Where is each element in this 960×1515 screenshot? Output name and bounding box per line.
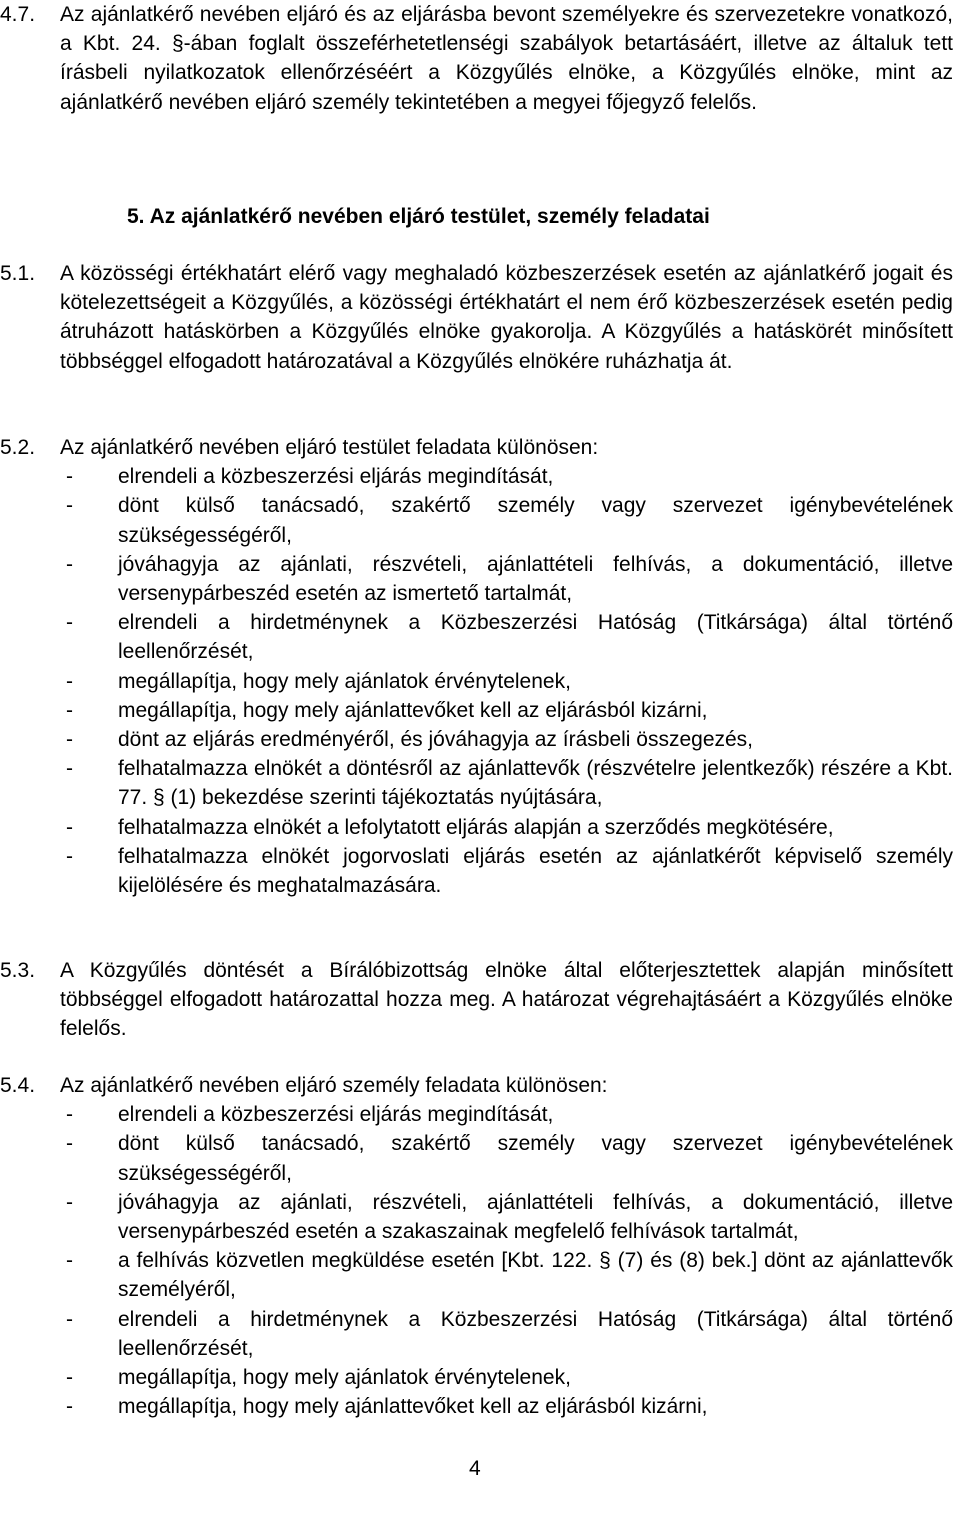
- page-number: 4: [469, 1457, 481, 1480]
- list-item-text: elrendeli a közbeszerzési eljárás megindítását,: [118, 465, 554, 489]
- dash-bullet: -: [66, 1190, 73, 1214]
- list-item-text: megállapítja, hogy mely ajánlatok érvénytelenek,: [118, 669, 571, 693]
- dash-bullet: -: [66, 1395, 73, 1419]
- task-list-person: [60, 1100, 953, 1421]
- paragraph-number: 4.7.: [0, 3, 36, 26]
- list-item-text: megállapítja, hogy mely ajánlattevőket kell az eljárásból kizárni,: [118, 1395, 708, 1419]
- list-item-text: dönt külső tanácsadó, szakértő személy vagy szervezet igénybevételének szükségességéről,: [118, 494, 953, 547]
- list-item: [60, 1129, 953, 1187]
- list-item: [60, 1188, 953, 1246]
- dash-bullet: -: [66, 844, 73, 868]
- paragraph-4-7: [0, 0, 953, 117]
- list-item-text: felhatalmazza elnökét a lefolytatott eljárás alapján a szerződés megkötésére,: [118, 815, 834, 839]
- list-item: [60, 813, 953, 842]
- dash-bullet: -: [66, 1366, 73, 1390]
- list-item-text: elrendeli a hirdetménynek a Közbeszerzési Hatóság (Titkársága) által történő leellenőrzését,: [118, 1307, 953, 1360]
- paragraph-number: 5.2.: [0, 436, 36, 459]
- dash-bullet: -: [66, 1132, 73, 1156]
- dash-bullet: -: [66, 465, 73, 489]
- list-item: [60, 608, 953, 666]
- list-item: [60, 725, 953, 754]
- list-item: [60, 491, 953, 549]
- list-item-text: felhatalmazza elnökét a döntésről az ajánlattevők (részvételre jelentkezők) részére a Kbt. 77. § (1) bekezdése szerinti tájékoztatás nyújtására,: [118, 757, 953, 810]
- list-item: [60, 1392, 953, 1421]
- list-item: [60, 696, 953, 725]
- list-item: [60, 1305, 953, 1363]
- paragraph-5-4-intro: [0, 1071, 953, 1100]
- list-item: [60, 1363, 953, 1392]
- section-heading: 5. Az ajánlatkérő nevében eljáró testület, személy feladatai: [127, 205, 710, 228]
- paragraph-number: 5.1.: [0, 262, 36, 285]
- paragraph-number: 5.3.: [0, 959, 36, 982]
- paragraph-text: Az ajánlatkérő nevében eljáró testület feladata különösen:: [60, 436, 599, 459]
- list-item-text: felhatalmazza elnökét jogorvoslati eljárás esetén az ajánlatkérőt képviselő személy kijelölésére és meghatalmazására.: [118, 844, 953, 898]
- dash-bullet: -: [66, 728, 73, 752]
- list-item-text: dönt az eljárás eredményéről, és jóváhagyja az írásbeli összegezés,: [118, 728, 754, 752]
- list-item-text: jóváhagyja az ajánlati, részvételi, ajánlattételi felhívás, a dokumentáció, illetve versenypárbeszéd esetén a szakaszainak megfelelő felhívások tartalmát,: [118, 1190, 953, 1244]
- paragraph-text: Az ajánlatkérő nevében eljáró és az eljárásba bevont személyekre és szervezetekre vonatkozó, a Kbt. 24. §-ában foglalt összeférhetetlenségi szabályok betartásáért, illetve az általuk tett írásbeli nyilatkozatok ellenőrzéséért a Közgyűlés elnöke, a Közgyűlés elnöke, mint az ajánlatkérő nevében eljáró személy tekintetében a megyei főjegyző felelős.: [60, 3, 953, 114]
- list-item: [60, 1246, 953, 1304]
- dash-bullet: -: [66, 1307, 73, 1331]
- paragraph-text: A közösségi értékhatárt elérő vagy meghaladó közbeszerzések esetén az ajánlatkérő jogait és kötelezettségeit a Közgyűlés, a közösségi értékhatárt el nem érő közbeszerzések esetén pedig átruházott hatáskörben a Közgyűlés elnöke gyakorolja. A Közgyűlés a hatáskörét minősített többséggel elfogadott határozatával a Közgyűlés elnökére ruházhatja át.: [60, 262, 953, 373]
- task-list-board: [60, 462, 953, 900]
- dash-bullet: -: [66, 552, 73, 576]
- paragraph-5-2: [0, 433, 953, 900]
- list-item-text: elrendeli a hirdetménynek a Közbeszerzési Hatóság (Titkársága) által történő leellenőrzését,: [118, 611, 953, 664]
- paragraph-number: 5.4.: [0, 1074, 36, 1097]
- list-item: [60, 667, 953, 696]
- dash-bullet: -: [66, 815, 73, 839]
- paragraph-5-1: [0, 259, 953, 376]
- list-item: [60, 1100, 953, 1129]
- dash-bullet: -: [66, 611, 73, 635]
- paragraph-text: Az ajánlatkérő nevében eljáró személy feladata különösen:: [60, 1074, 608, 1097]
- paragraph-text: A Közgyűlés döntését a Bírálóbizottság elnöke által előterjesztettek alapján minősített többséggel elfogadott határozattal hozza meg. A határozat végrehajtásáért a Közgyűlés elnöke felelős.: [60, 959, 953, 1041]
- list-item: [60, 550, 953, 608]
- list-item-text: dönt külső tanácsadó, szakértő személy vagy szervezet igénybevételének szükségességéről,: [118, 1132, 953, 1185]
- list-item: [60, 842, 953, 900]
- dash-bullet: -: [66, 1103, 73, 1127]
- dash-bullet: -: [66, 669, 73, 693]
- dash-bullet: -: [66, 494, 73, 518]
- list-item-text: elrendeli a közbeszerzési eljárás megindítását,: [118, 1103, 554, 1127]
- list-item-text: a felhívás közvetlen megküldése esetén [Kbt. 122. § (7) és (8) bek.] dönt az ajánlattevők személyéről,: [118, 1249, 953, 1302]
- paragraph-5-4: [0, 1071, 953, 1421]
- list-item-text: megállapítja, hogy mely ajánlattevőket kell az eljárásból kizárni,: [118, 698, 708, 722]
- dash-bullet: -: [66, 698, 73, 722]
- paragraph-5-2-intro: [0, 433, 953, 462]
- list-item-text: jóváhagyja az ajánlati, részvételi, ajánlattételi felhívás, a dokumentáció, illetve versenypárbeszéd esetén az ismertető tartalmát,: [118, 552, 953, 606]
- list-item: [60, 462, 953, 491]
- dash-bullet: -: [66, 757, 73, 781]
- list-item: [60, 754, 953, 812]
- dash-bullet: -: [66, 1249, 73, 1273]
- list-item-text: megállapítja, hogy mely ajánlatok érvénytelenek,: [118, 1366, 571, 1390]
- paragraph-5-3: [0, 956, 953, 1044]
